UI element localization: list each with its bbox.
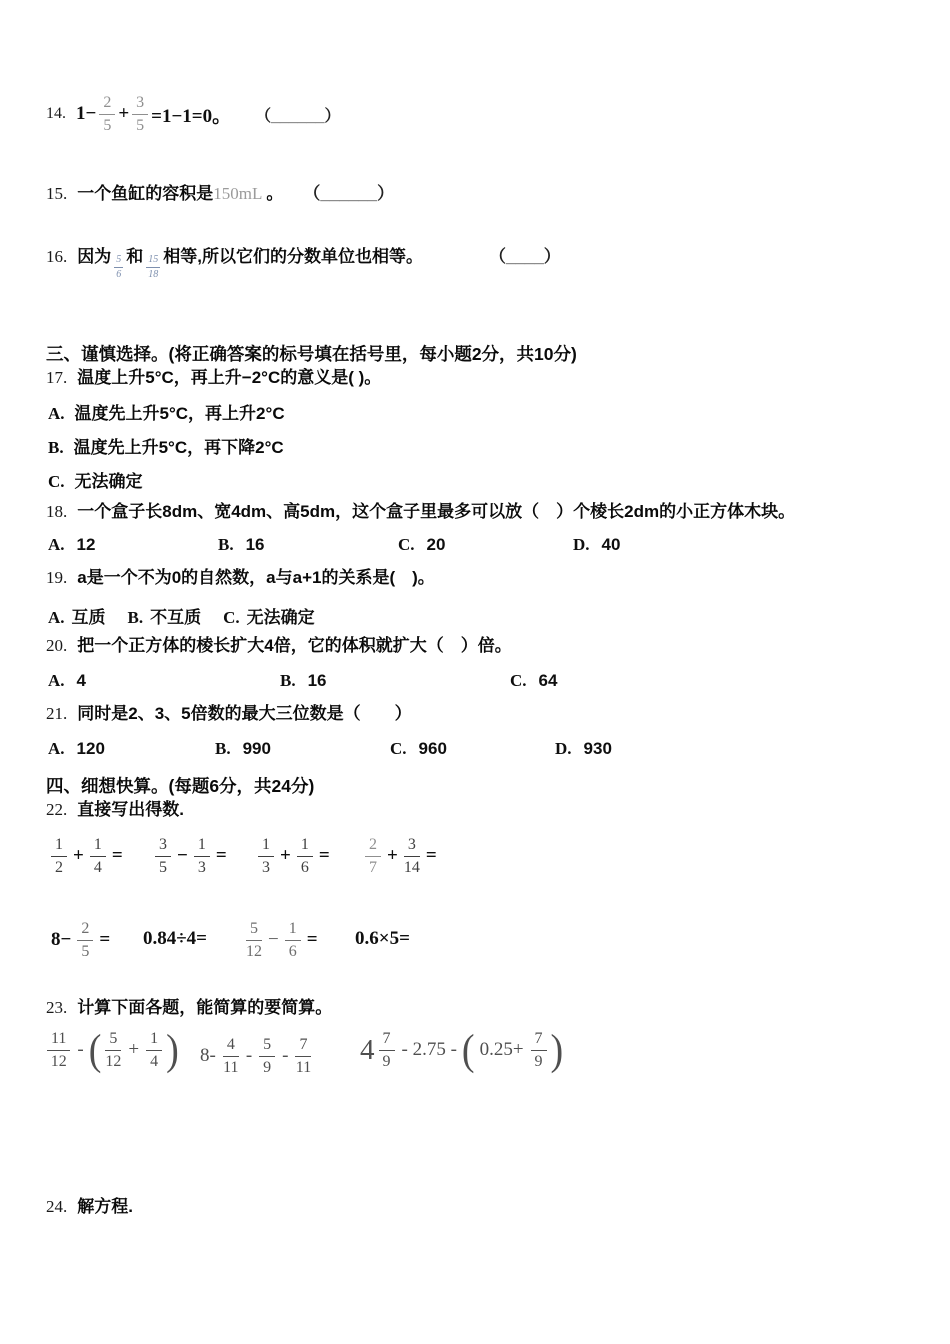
question-22-number: 22. <box>46 800 68 819</box>
q22-expression-4: $\frac{2}{7}$ + $\frac{3}{14}$ = <box>362 836 440 876</box>
question-20 <box>46 635 512 657</box>
q22-expression-7: $\frac{5}{12}$ − $\frac{1}{6}$ = <box>246 920 318 960</box>
question-17-option-a <box>48 399 285 424</box>
question-20-option-b: B. 16 <box>280 671 327 690</box>
question-15-period: 。 <box>266 184 284 203</box>
question-22 <box>46 799 184 821</box>
question-20-options <box>48 671 557 691</box>
question-15 <box>46 183 394 205</box>
question-18-text: 一个盒子长8dm、宽4dm、高5dm，这个盒子里最多可以放（ ）个棱长2dm的小正方体木块。 <box>77 502 796 521</box>
question-16-number: 16. <box>46 247 68 266</box>
option-label: C. <box>48 472 65 491</box>
question-16-answer-blank: （____） <box>488 247 561 266</box>
question-21 <box>46 703 412 725</box>
question-17-text: 温度上升5°C，再上升−2°C的意义是( )。 <box>77 368 382 387</box>
question-15-number: 15. <box>46 184 68 203</box>
q22-expression-3: $\frac{1}{3}$ + $\frac{1}{6}$ = <box>255 836 333 876</box>
question-16-text-pre: 因为 <box>77 247 112 266</box>
question-19-options <box>48 603 315 628</box>
question-17-option-c <box>48 467 143 492</box>
question-18-option-a: A. 12 <box>48 535 96 554</box>
question-19-option-a: A. 互质 <box>48 608 106 627</box>
question-18-option-b: B. 16 <box>218 535 265 554</box>
question-16-fraction-2: $\frac{15}{18}$ <box>148 254 159 280</box>
question-15-text: 一个鱼缸的容积是 <box>77 184 214 203</box>
question-15-value: 150mL <box>213 184 263 203</box>
option-label: A. <box>48 404 65 423</box>
question-19-option-b: B. 不互质 <box>127 608 202 627</box>
question-23-text: 计算下面各题，能简算的要简算。 <box>77 998 333 1017</box>
question-15-answer-blank: （______） <box>303 184 395 203</box>
question-21-text: 同时是2、3、5倍数的最大三位数是（ ） <box>77 704 412 723</box>
q22-expression-2: $\frac{3}{5}$ − $\frac{1}{3}$ = <box>152 836 230 876</box>
question-16-text-post: 相等,所以它们的分数单位也相等。 <box>163 247 423 266</box>
question-18-options <box>48 535 620 555</box>
question-19-text: a是一个不为0的自然数，a与a+1的关系是( )。 <box>77 568 435 587</box>
question-23 <box>46 997 332 1019</box>
question-14-expression: 1− $\frac{2}{5}$ + $\frac{3}{5}$ =1−1=0。 <box>76 94 232 134</box>
option-text: 温度先上升5°C，再下降2°C <box>73 438 284 457</box>
question-24-text: 解方程. <box>77 1197 133 1216</box>
question-20-number: 20. <box>46 636 68 655</box>
question-14-answer-blank: （______） <box>255 107 341 125</box>
q23-expression-2: 8- $\frac{4}{11}$ - $\frac{5}{9}$ - $\frac{7}{11}$ <box>200 1036 312 1076</box>
question-21-option-c: C. 960 <box>390 739 447 758</box>
question-17 <box>46 367 381 389</box>
q23-expression-3: 4 $\frac{7}{9}$ - 2.75 - ( 0.25+ $\frac{7}{9}$ ) <box>360 1025 564 1075</box>
question-21-option-d: D. 930 <box>555 739 612 758</box>
option-text: 温度先上升5°C，再上升2°C <box>74 404 285 423</box>
question-16 <box>46 246 561 281</box>
question-14 <box>46 94 341 134</box>
question-24 <box>46 1196 133 1218</box>
question-19-number: 19. <box>46 568 68 587</box>
question-16-fraction-1: $\frac{5}{6}$ <box>116 254 122 280</box>
question-18-number: 18. <box>46 502 68 521</box>
option-label: B. <box>48 438 64 457</box>
question-14-number: 14. <box>46 105 66 123</box>
question-22-text: 直接写出得数. <box>77 800 184 819</box>
question-18-option-c: C. 20 <box>398 535 446 554</box>
question-21-option-b: B. 990 <box>215 739 271 758</box>
q22-expression-8: 0.6×5= <box>355 928 410 949</box>
question-17-option-b <box>48 433 284 458</box>
question-18 <box>46 501 795 523</box>
question-21-options <box>48 739 612 759</box>
question-19 <box>46 567 435 589</box>
question-21-option-a: A. 120 <box>48 739 105 758</box>
question-19-option-c: C. 无法确定 <box>223 608 315 627</box>
section-3-title: 三、谨慎选择。(将正确答案的标号填在括号里，每小题2分，共10分) <box>46 344 577 364</box>
q22-expression-6: 0.84÷4= <box>143 928 208 949</box>
question-24-number: 24. <box>46 1197 68 1216</box>
q22-expression-1: $\frac{1}{2}$ + $\frac{1}{4}$ = <box>48 836 126 876</box>
question-20-option-a: A. 4 <box>48 671 86 690</box>
question-21-number: 21. <box>46 704 68 723</box>
option-text: 无法确定 <box>74 472 143 491</box>
q22-expression-5: 8− $\frac{2}{5}$ = <box>51 920 111 960</box>
section-4-title: 四、细想快算。(每题6分，共24分) <box>46 776 315 796</box>
question-18-option-d: D. 40 <box>573 535 621 554</box>
question-23-number: 23. <box>46 998 68 1017</box>
question-17-number: 17. <box>46 368 68 387</box>
question-20-text: 把一个正方体的棱长扩大4倍，它的体积就扩大（ ）倍。 <box>77 636 512 655</box>
question-16-text-mid: 和 <box>126 247 144 266</box>
question-20-option-c: C. 64 <box>510 671 558 690</box>
q23-expression-1: $\frac{11}{12}$ - ( $\frac{5}{12}$ + $\frac{1}{4}$ ) <box>44 1030 180 1070</box>
